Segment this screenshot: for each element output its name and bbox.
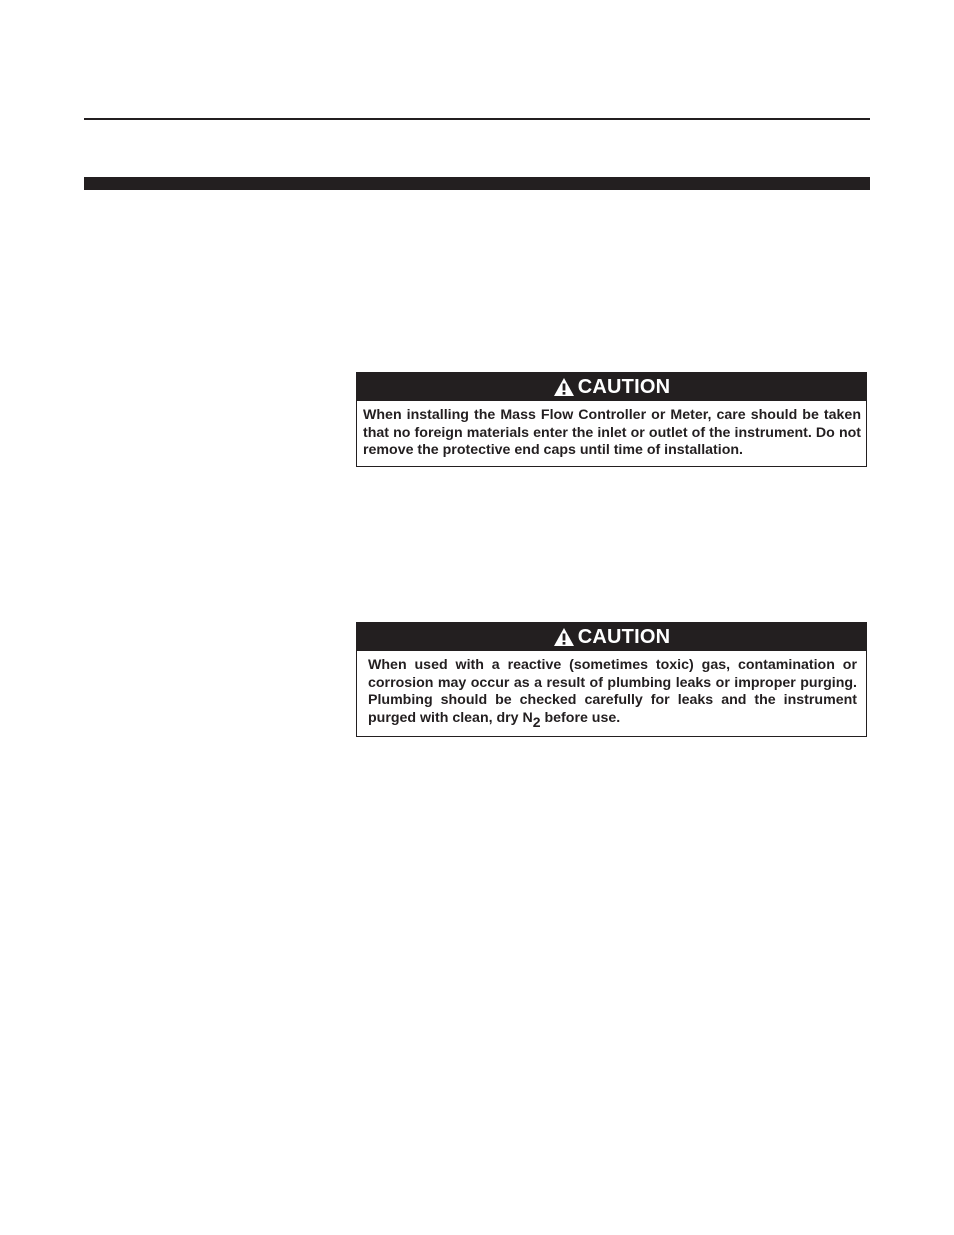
subscript-2: 2 xyxy=(532,713,541,730)
caution-header xyxy=(357,373,866,401)
caution-title: CAUTION xyxy=(577,626,671,648)
caution-box-reactive-gas xyxy=(356,622,867,737)
caution-text-end: before use. xyxy=(540,709,621,726)
caution-title: CAUTION xyxy=(577,376,671,398)
caution-text: When installing the Mass Flow Controller or Meter, care should be taken that no foreign materials enter the inlet or outlet of the instrument. Do not remove the protective end caps until time of installation. xyxy=(363,407,861,458)
caution-text-main: When used with a reactive (sometimes toxic) gas, contamination or corrosion may occur as a result of plumbing leaks or improper purging. Plumbing should be checked carefully for leaks and the instrument purged with clean, dry N xyxy=(368,657,857,726)
caution-text xyxy=(357,651,866,730)
warning-triangle-icon xyxy=(553,377,575,397)
warning-triangle-icon xyxy=(553,627,575,647)
section-bar xyxy=(84,177,870,190)
caution-header xyxy=(357,623,866,651)
header-rule xyxy=(84,118,870,120)
caution-box-installation xyxy=(356,372,867,467)
